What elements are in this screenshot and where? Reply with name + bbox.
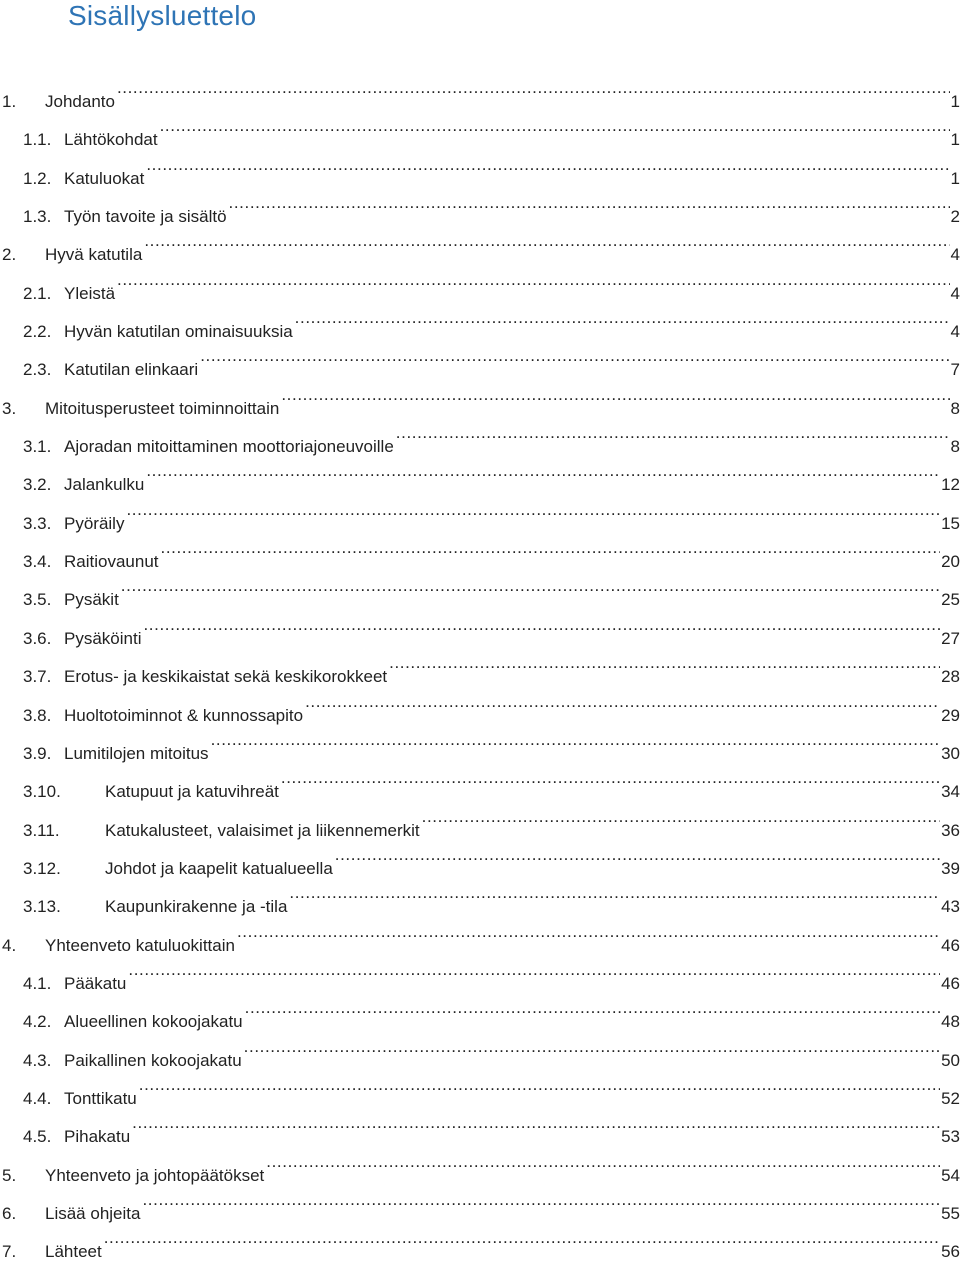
toc-entry-page-number[interactable]: 15 [941, 513, 960, 533]
toc-entry-page-number[interactable]: 20 [941, 552, 960, 572]
toc-entry-label[interactable]: Ajoradan mitoittaminen moottoriajoneuvoille [64, 437, 394, 457]
toc-entry-number: 1.3. [23, 207, 52, 227]
toc-entry-page-number[interactable]: 7 [950, 360, 960, 380]
toc-entry-label[interactable]: Katuluokat [64, 168, 145, 188]
toc-entry-label[interactable]: Pysäköinti [64, 628, 142, 648]
toc-entry-number: 2.3. [23, 360, 52, 380]
toc-entry-label[interactable]: Paikallinen kokoojakatu [64, 1050, 242, 1070]
toc-dot-leader [211, 721, 941, 759]
toc-entry-label[interactable]: Hyvä katutila [45, 245, 143, 265]
toc-entry[interactable] [0, 606, 960, 648]
toc-dot-leader [144, 222, 949, 260]
toc-entry-page-number[interactable]: 53 [941, 1127, 960, 1147]
toc-entry-page-number[interactable]: 4 [950, 283, 960, 303]
toc-entry-page-number[interactable]: 54 [941, 1165, 960, 1185]
toc-entry[interactable] [0, 529, 960, 572]
toc-entry-label[interactable]: Tonttikatu [64, 1088, 137, 1108]
toc-entry-label[interactable]: Työn tavoite ja sisältö [64, 207, 227, 227]
toc-dot-leader [128, 951, 940, 989]
toc-entry[interactable] [0, 491, 960, 533]
toc-entry-number: 1.2. [23, 168, 52, 188]
toc-entry-number: 4.3. [23, 1050, 52, 1070]
toc-entry-page-number[interactable]: 55 [941, 1203, 960, 1223]
toc-dot-leader [281, 376, 949, 414]
toc-entry-number: 3.11. [23, 820, 60, 840]
toc-entry-number: 4.1. [23, 973, 52, 993]
toc-entry-label[interactable]: Yleistä [64, 283, 116, 303]
toc-entry-number: 3. [2, 398, 17, 418]
toc-dot-leader [305, 683, 940, 721]
toc-dot-leader [142, 1181, 940, 1219]
toc-entry-label[interactable]: Lähtökohdat [64, 130, 158, 150]
toc-entry-page-number[interactable]: 1 [950, 168, 960, 188]
toc-entry[interactable] [0, 951, 960, 993]
toc-entry-page-number[interactable]: 48 [941, 1012, 960, 1032]
toc-entry-label[interactable]: Mitoitusperusteet toiminnoittain [45, 398, 280, 418]
toc-entry-number: 3.6. [23, 628, 52, 648]
toc-entry-number: 3.4. [23, 552, 52, 572]
toc-entry-number: 3.3. [23, 513, 52, 533]
toc-dot-leader [266, 1143, 940, 1181]
toc-entry-page-number[interactable]: 56 [941, 1242, 960, 1262]
toc-entry-page-number[interactable]: 52 [941, 1088, 960, 1108]
toc-dot-leader [422, 798, 940, 836]
toc-entry-page-number[interactable]: 34 [941, 782, 960, 802]
toc-dot-leader [117, 69, 950, 107]
toc-entry-label[interactable]: Lisää ohjeita [45, 1203, 141, 1223]
toc-dot-leader [143, 606, 940, 644]
toc-entry[interactable] [0, 1181, 960, 1223]
toc-entry-label[interactable]: Pyöräily [64, 513, 125, 533]
toc-entry-page-number[interactable]: 1 [950, 130, 960, 150]
toc-entry-number: 1.1. [23, 130, 52, 150]
toc-entry-number: 3.5. [23, 590, 52, 610]
toc-entry-page-number[interactable]: 27 [941, 628, 960, 648]
toc-entry-page-number[interactable]: 1 [950, 92, 960, 111]
toc-dot-leader [139, 1066, 940, 1104]
toc-dot-leader [396, 414, 950, 452]
toc-entry-number: 2.2. [23, 322, 52, 342]
toc-entry-label[interactable]: Jalankulku [64, 475, 145, 495]
toc-entry-page-number[interactable]: 25 [941, 590, 960, 610]
toc-dot-leader [117, 261, 950, 299]
toc-dot-leader [121, 567, 940, 605]
toc-entry-page-number[interactable]: 46 [941, 973, 960, 993]
toc-entry-number: 2.1. [23, 283, 52, 303]
toc-dot-leader [389, 644, 940, 682]
toc-entry-label[interactable]: Yhteenveto katuluokittain [45, 935, 235, 955]
toc-entry[interactable] [0, 1219, 960, 1262]
toc-entry-number: 3.9. [23, 743, 52, 763]
toc-entry-label[interactable]: Huoltotoiminnot & kunnossapito [64, 705, 304, 725]
toc-entry-number: 5. [2, 1165, 17, 1185]
toc-entry-number: 3.8. [23, 705, 52, 725]
toc-entry[interactable] [0, 989, 960, 1032]
toc-entry[interactable] [0, 644, 960, 687]
toc-entry[interactable] [0, 107, 960, 150]
toc-dot-leader [245, 989, 940, 1027]
toc-list [0, 69, 960, 1262]
toc-entry-page-number[interactable]: 30 [941, 743, 960, 763]
toc-dot-leader [161, 529, 941, 567]
toc-entry-number: 3.1. [23, 437, 52, 457]
toc-dot-leader [244, 1028, 940, 1066]
toc-entry-page-number[interactable]: 2 [950, 207, 960, 227]
toc-dot-leader [295, 299, 950, 337]
toc-entry[interactable] [0, 222, 960, 265]
toc-entry-number: 4. [2, 935, 17, 955]
toc-dot-leader [229, 184, 950, 222]
toc-entry-label[interactable]: Katupuut ja katuvihreät [105, 782, 279, 802]
toc-entry[interactable] [0, 299, 960, 342]
toc-entry-label[interactable]: Raitiovaunut [64, 552, 159, 572]
toc-dot-leader [237, 913, 940, 951]
toc-entry-page-number[interactable]: 46 [941, 935, 960, 955]
toc-entry-label[interactable]: Johdanto [45, 92, 115, 111]
toc-dot-leader [146, 452, 940, 490]
toc-entry-page-number[interactable]: 50 [941, 1050, 960, 1070]
toc-dot-leader [146, 146, 949, 184]
toc-entry-number: 2. [2, 245, 17, 265]
toc-entry[interactable] [0, 1066, 960, 1108]
toc-entry-label[interactable]: Pihakatu [64, 1127, 131, 1147]
toc-entry-label[interactable]: Alueellinen kokoojakatu [64, 1012, 243, 1032]
toc-dot-leader [104, 1219, 940, 1257]
toc-dot-leader [281, 759, 940, 797]
toc-entry-label[interactable]: Erotus- ja keskikaistat sekä keskikorokkeet [64, 667, 388, 687]
toc-entry-page-number[interactable]: 29 [941, 705, 960, 725]
toc-entry-page-number[interactable]: 12 [941, 475, 960, 495]
toc-entry[interactable] [0, 1104, 960, 1147]
toc-entry-label[interactable]: Katutilan elinkaari [64, 360, 199, 380]
toc-entry-label[interactable]: Pääkatu [64, 973, 127, 993]
toc-entry-number: 4.5. [23, 1127, 52, 1147]
toc-dot-leader [160, 107, 950, 145]
toc-dot-leader [132, 1104, 940, 1142]
toc-entry-number: 3.2. [23, 475, 52, 495]
toc-entry-label[interactable]: Lumitilojen mitoitus [64, 743, 209, 763]
toc-entry[interactable] [0, 567, 960, 610]
toc-title: Sisällysluettelo [68, 0, 257, 31]
toc-dot-leader [335, 836, 940, 874]
toc-entry-page-number[interactable]: 4 [950, 245, 960, 265]
toc-entry-page-number[interactable]: 8 [950, 437, 960, 457]
toc-entry-number: 3.10. [23, 782, 61, 802]
toc-entry-number: 4.4. [23, 1088, 52, 1108]
toc-entry-label[interactable]: Lähteet [45, 1242, 102, 1262]
toc-entry[interactable] [0, 1143, 960, 1185]
toc-entry-page-number[interactable]: 28 [941, 667, 960, 687]
toc-entry-page-number[interactable]: 4 [950, 322, 960, 342]
toc-entry[interactable] [0, 261, 960, 303]
toc-dot-leader [126, 491, 940, 529]
toc-entry-label[interactable]: Yhteenveto ja johtopäätökset [45, 1165, 265, 1185]
toc-entry-label[interactable]: Pysäkit [64, 590, 119, 610]
toc-entry-number: 6. [2, 1203, 17, 1223]
toc-entry-number: 7. [2, 1242, 17, 1262]
toc-entry-number: 3.13. [23, 897, 61, 917]
toc-entry-label[interactable]: Katukalusteet, valaisimet ja liikennemerkit [105, 820, 420, 840]
toc-entry-label[interactable]: Johdot ja kaapelit katualueella [105, 858, 333, 878]
toc-dot-leader [200, 337, 949, 375]
toc-dot-leader [289, 874, 940, 912]
toc-entry-page-number[interactable]: 43 [941, 897, 960, 917]
toc-entry-page-number[interactable]: 8 [950, 398, 960, 418]
toc-entry-number: 3.12. [23, 858, 61, 878]
toc-entry-label[interactable]: Hyvän katutilan ominaisuuksia [64, 322, 293, 342]
toc-entry-number: 1. [2, 92, 17, 111]
toc-entry[interactable] [0, 69, 960, 111]
toc-entry-label[interactable]: Kaupunkirakenne ja -tila [105, 897, 288, 917]
toc-entry-page-number[interactable]: 39 [941, 858, 960, 878]
toc-entry-number: 3.7. [23, 667, 52, 687]
toc-entry-page-number[interactable]: 36 [941, 820, 960, 840]
toc-entry-number: 4.2. [23, 1012, 52, 1032]
